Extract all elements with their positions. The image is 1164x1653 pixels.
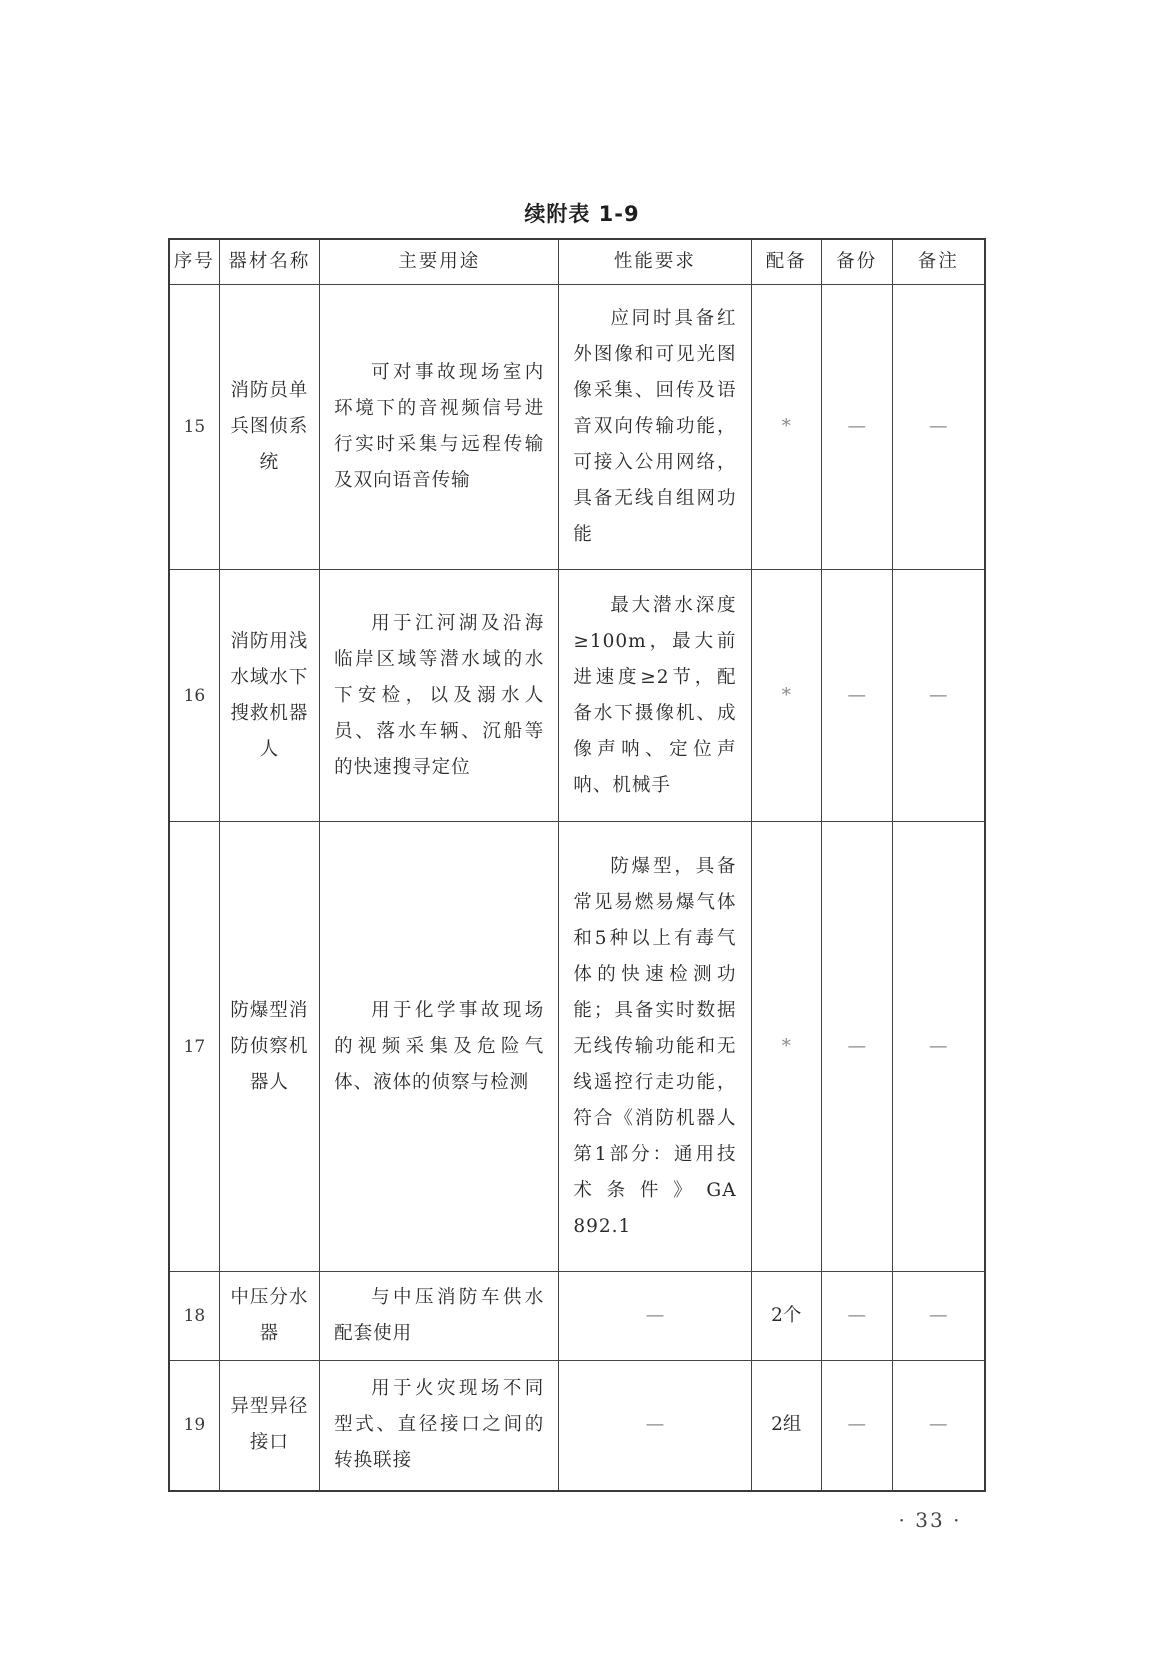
- header-name: 器材名称: [219, 239, 319, 285]
- row-name: 异型异径接口: [219, 1361, 319, 1491]
- row-usage: 与中压消防车供水配套使用: [320, 1272, 559, 1361]
- row-usage: 用于化学事故现场的视频采集及危险气体、液体的侦察与检测: [320, 822, 559, 1272]
- header-usage: 主要用途: [320, 239, 559, 285]
- row-backup: —: [822, 285, 892, 570]
- row-name: 消防用浅水域水下搜救机器人: [219, 570, 319, 822]
- row-performance: 最大潜水深度≥100m，最大前进速度≥2节，配备水下摄像机、成像声呐、定位声呐、机械手: [559, 570, 751, 822]
- row-equip: 2组: [751, 1361, 821, 1491]
- row-performance: —: [559, 1272, 751, 1361]
- row-remark: —: [892, 570, 985, 822]
- row-backup: —: [822, 570, 892, 822]
- row-usage: 可对事故现场室内环境下的音视频信号进行实时采集与远程传输及双向语音传输: [320, 285, 559, 570]
- row-remark: —: [892, 285, 985, 570]
- row-performance: 防爆型，具备常见易燃易爆气体和5种以上有毒气体的快速检测功能；具备实时数据无线传输功能和无线遥控行走功能，符合《消防机器人 第1部分：通用技术条件》GA 892.1: [559, 822, 751, 1272]
- header-remark: 备注: [892, 239, 985, 285]
- row-remark: —: [892, 1272, 985, 1361]
- header-backup: 备份: [822, 239, 892, 285]
- row-no: 15: [169, 285, 219, 570]
- row-no: 16: [169, 570, 219, 822]
- table-title: 续附表 1-9: [524, 202, 640, 226]
- row-backup: —: [822, 1272, 892, 1361]
- header-equip: 配备: [751, 239, 821, 285]
- row-usage: 用于火灾现场不同型式、直径接口之间的转换联接: [320, 1361, 559, 1491]
- row-no: 19: [169, 1361, 219, 1491]
- row-equip: *: [751, 570, 821, 822]
- row-equip: *: [751, 822, 821, 1272]
- row-performance: 应同时具备红外图像和可见光图像采集、回传及语音双向传输功能，可接入公用网络，具备无线自组网功能: [559, 285, 751, 570]
- row-name: 防爆型消防侦察机器人: [219, 822, 319, 1272]
- row-name: 中压分水器: [219, 1272, 319, 1361]
- row-name: 消防员单兵图侦系统: [219, 285, 319, 570]
- header-performance: 性能要求: [559, 239, 751, 285]
- equipment-table: [168, 238, 986, 1492]
- row-performance: —: [559, 1361, 751, 1491]
- row-equip: *: [751, 285, 821, 570]
- header-row: [169, 239, 985, 285]
- row-no: 18: [169, 1272, 219, 1361]
- page-number: · 33 ·: [898, 1508, 962, 1532]
- row-usage: 用于江河湖及沿海临岸区域等潜水域的水下安检，以及溺水人员、落水车辆、沉船等的快速搜寻定位: [320, 570, 559, 822]
- table-row: [169, 822, 985, 1272]
- table-row: [169, 1272, 985, 1361]
- row-equip: 2个: [751, 1272, 821, 1361]
- header-no: 序号: [169, 239, 219, 285]
- row-remark: —: [892, 822, 985, 1272]
- row-no: 17: [169, 822, 219, 1272]
- table-row: [169, 1361, 985, 1491]
- row-backup: —: [822, 822, 892, 1272]
- table-row: [169, 570, 985, 822]
- table-row: [169, 285, 985, 570]
- row-remark: —: [892, 1361, 985, 1491]
- row-backup: —: [822, 1361, 892, 1491]
